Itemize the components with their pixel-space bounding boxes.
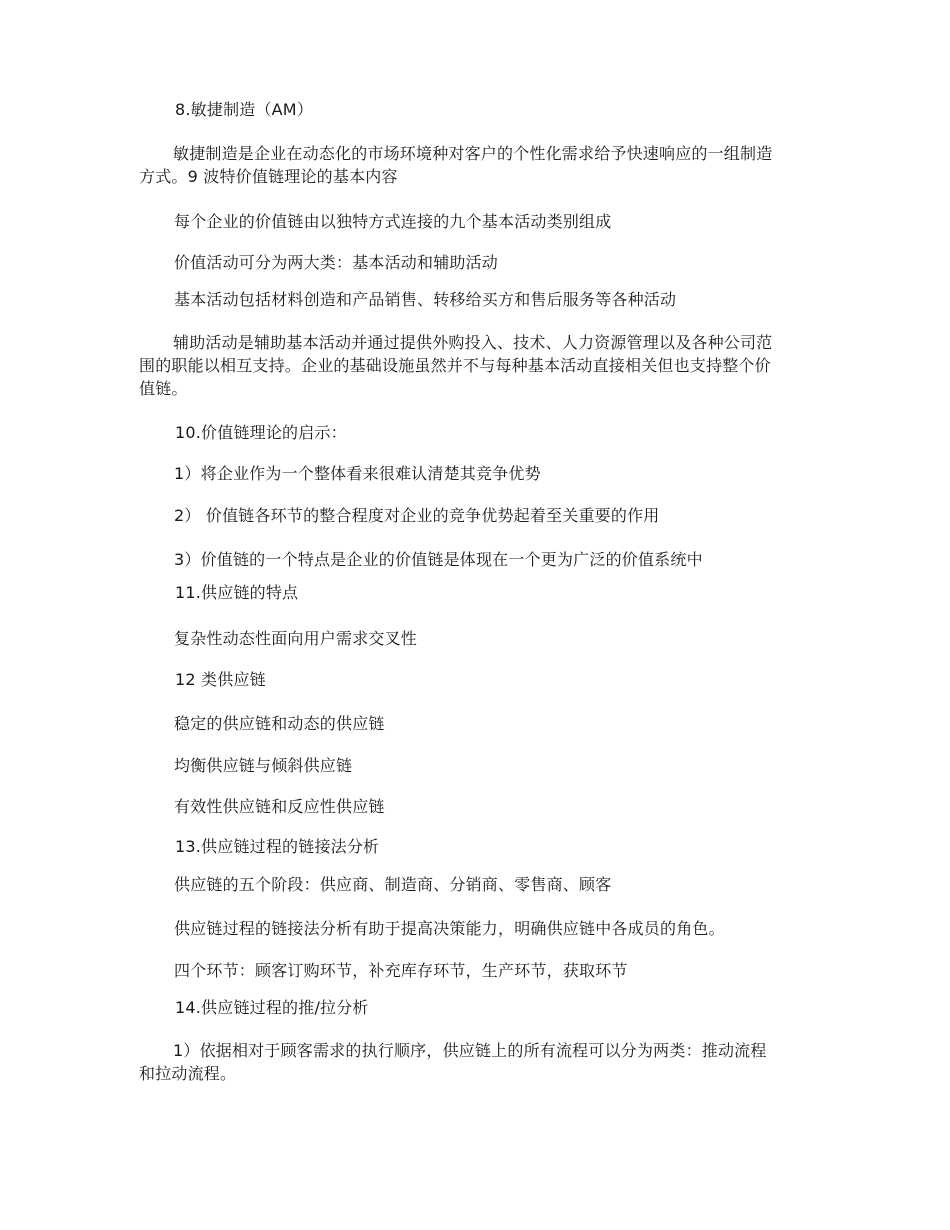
paragraph-line: 值链。 [139,379,188,398]
list-item-implication-1: 1）将企业作为一个整体看来很难认清楚其竞争优势 [174,464,541,483]
paragraph-push-pull [139,1039,767,1085]
section-heading-supply-chain-features: 11.供应链的特点 [175,583,299,602]
paragraph-line: 敏捷制造是企业在动态化的市场环境种对客户的个性化需求给予快速响应的一组制造 [173,144,773,163]
section-heading-supply-chain-types: 12 类供应链 [175,670,266,689]
list-item-sc-type-1: 稳定的供应链和动态的供应链 [174,714,385,733]
section-heading-agile-manufacturing: 8.敏捷制造（AM） [175,100,314,119]
paragraph-line: 辅助活动是辅助基本活动并通过提供外购投入、技术、人力资源管理以及各种公司范 [173,333,773,352]
section-heading-value-chain-implications: 10.价值链理论的启示： [175,423,347,442]
text-supply-chain-features: 复杂性动态性面向用户需求交叉性 [174,629,418,648]
list-item-implication-3: 3）价值链的一个特点是企业的价值链是体现在一个更为广泛的价值系统中 [174,550,703,569]
text-value-activity-types: 价值活动可分为两大类：基本活动和辅助活动 [174,253,499,272]
text-basic-activities: 基本活动包括材料创造和产品销售、转移给买方和售后服务等各种活动 [174,290,677,309]
text-link-analysis-benefit: 供应链过程的链接法分析有助于提高决策能力，明确供应链中各成员的角色。 [174,919,725,938]
list-item-implication-2: 2） 价值链各环节的整合程度对企业的竞争优势起着至关重要的作用 [174,506,660,525]
paragraph-line: 围的职能以相互支持。企业的基础设施虽然并不与每种基本活动直接相关但也支持整个价 [139,356,771,375]
text-four-links: 四个环节：顾客订购环节，补充库存环节，生产环节，获取环节 [174,961,628,980]
paragraph-agile-manufacturing [139,142,772,188]
paragraph-line: 1）依据相对于顾客需求的执行顺序，供应链上的所有流程可以分为两类：推动流程 [173,1041,767,1060]
paragraph-line: 方式。9 波特价值链理论的基本内容 [139,167,398,186]
section-heading-push-pull: 14.供应链过程的推/拉分析 [175,998,369,1017]
list-item-sc-type-3: 有效性供应链和反应性供应链 [174,797,385,816]
text-five-stages: 供应链的五个阶段：供应商、制造商、分销商、零售商、顾客 [174,875,612,894]
section-heading-link-analysis: 13.供应链过程的链接法分析 [175,837,380,856]
paragraph-support-activities [139,331,772,400]
text-value-chain-composition: 每个企业的价值链由以独特方式连接的九个基本活动类别组成 [174,212,612,231]
list-item-sc-type-2: 均衡供应链与倾斜供应链 [174,756,353,775]
paragraph-line: 和拉动流程。 [139,1064,237,1083]
